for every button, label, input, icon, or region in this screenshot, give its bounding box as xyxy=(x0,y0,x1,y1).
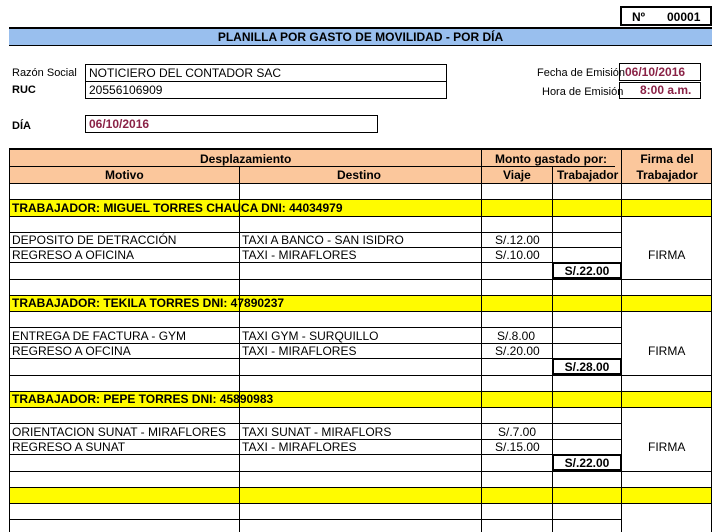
row-line xyxy=(9,487,712,488)
row-motivo: DEPOSITO DE DETRACCIÓN xyxy=(12,233,177,247)
grid-line xyxy=(552,166,553,532)
title-bar xyxy=(9,27,712,46)
header-bottom-line xyxy=(9,183,712,184)
row-motivo: ORIENTACION SUNAT - MIRAFLORES xyxy=(12,425,227,439)
grid-line xyxy=(481,148,482,532)
grid-line xyxy=(711,148,712,532)
header-divider xyxy=(9,166,615,167)
row-viaje: S/.10.00 xyxy=(495,248,540,262)
row-motivo: REGRESO A OFICINA xyxy=(12,248,135,262)
row-line xyxy=(9,471,712,472)
row-viaje: S/.8.00 xyxy=(497,329,536,343)
ruc-field xyxy=(85,81,447,99)
grid-line xyxy=(621,148,622,532)
fecha-emision-value: 06/10/2016 xyxy=(625,65,686,79)
row-motivo: REGRESO A OFCINA xyxy=(12,344,131,358)
worker-total-2: S/.28.00 xyxy=(552,358,622,375)
grid-line xyxy=(239,166,240,532)
row-destino: TAXI A BANCO - SAN ISIDRO xyxy=(242,233,404,247)
worker-header-empty xyxy=(9,487,712,503)
dia-field xyxy=(85,115,378,133)
col-viaje: Viaje xyxy=(503,168,531,182)
row-motivo: REGRESO A SUNAT xyxy=(12,440,126,454)
row-motivo: ENTREGA DE FACTURA - GYM xyxy=(12,329,187,343)
row-viaje: S/.15.00 xyxy=(495,440,540,454)
row-line xyxy=(9,454,621,455)
header-monto: Monto gastado por: xyxy=(495,152,607,166)
row-line xyxy=(9,327,621,328)
row-line xyxy=(9,216,712,217)
worker-title-2: TRABAJADOR: TEKILA TORRES DNI: 47890237 xyxy=(12,296,285,310)
col-destino: Destino xyxy=(337,168,382,182)
worker-header-1 xyxy=(9,200,712,216)
page-title: PLANILLA POR GASTO DE MOVILIDAD - POR DÍA xyxy=(217,30,504,44)
hora-emision-value: 8:00 a.m. xyxy=(640,83,692,97)
dia-label: DÍA xyxy=(12,120,31,132)
grid-line xyxy=(9,148,10,532)
worker-title-1: TRABAJADOR: MIGUEL TORRES CHAUCA DNI: 44034979 xyxy=(12,201,343,215)
worker-title-3: TRABAJADOR: PEPE TORRES DNI: 45890983 xyxy=(12,392,274,406)
col-motivo: Motivo xyxy=(105,168,144,182)
row-line xyxy=(9,503,712,504)
row-viaje: S/.7.00 xyxy=(498,425,537,439)
row-viaje: S/.12.00 xyxy=(495,233,540,247)
razon-social-field xyxy=(85,64,447,82)
fecha-emision-label: Fecha de Emisión xyxy=(537,67,626,79)
hora-emision-label: Hora de Emisión xyxy=(542,86,624,98)
row-destino: TAXI - MIRAFLORES xyxy=(242,248,357,262)
document-number: 00001 xyxy=(667,10,701,24)
row-line xyxy=(9,391,712,392)
fecha-emision-field xyxy=(619,63,701,81)
row-destino: TAXI SUNAT - MIRAFLORS xyxy=(242,425,392,439)
firma-3: FIRMA xyxy=(648,440,686,454)
row-destino: TAXI GYM - SURQUILLO xyxy=(242,329,379,343)
row-destino: TAXI - MIRAFLORES xyxy=(242,440,357,454)
row-line xyxy=(9,262,621,263)
row-line xyxy=(9,375,712,376)
row-line xyxy=(9,519,621,520)
row-line xyxy=(9,358,621,359)
row-line xyxy=(9,407,712,408)
header-firma: Firma del Trabajador xyxy=(636,152,698,182)
col-trabajador: Trabajador xyxy=(557,168,619,182)
firma-1: FIRMA xyxy=(648,248,686,262)
razon-social-value: NOTICIERO DEL CONTADOR SAC xyxy=(89,66,282,80)
header-desplazamiento: Desplazamiento xyxy=(200,152,292,166)
document-number-box xyxy=(620,6,712,26)
worker-header-3 xyxy=(9,391,712,407)
row-viaje: S/.20.00 xyxy=(495,344,540,358)
row-line xyxy=(9,295,712,296)
ruc-value: 20556106909 xyxy=(89,83,163,97)
worker-total-3: S/.22.00 xyxy=(552,454,622,471)
hora-emision-field xyxy=(619,82,701,99)
firma-2: FIRMA xyxy=(648,344,686,358)
row-destino: TAXI - MIRAFLORES xyxy=(242,344,357,358)
dia-value: 06/10/2016 xyxy=(89,117,150,131)
row-line xyxy=(9,279,712,280)
ruc-label: RUC xyxy=(12,84,36,96)
worker-total-1: S/.22.00 xyxy=(552,262,622,279)
row-line xyxy=(9,311,712,312)
document-number-label: Nº xyxy=(632,10,646,24)
row-line xyxy=(9,423,621,424)
razon-social-label: Razón Social xyxy=(12,67,77,79)
worker-header-2 xyxy=(9,295,712,311)
